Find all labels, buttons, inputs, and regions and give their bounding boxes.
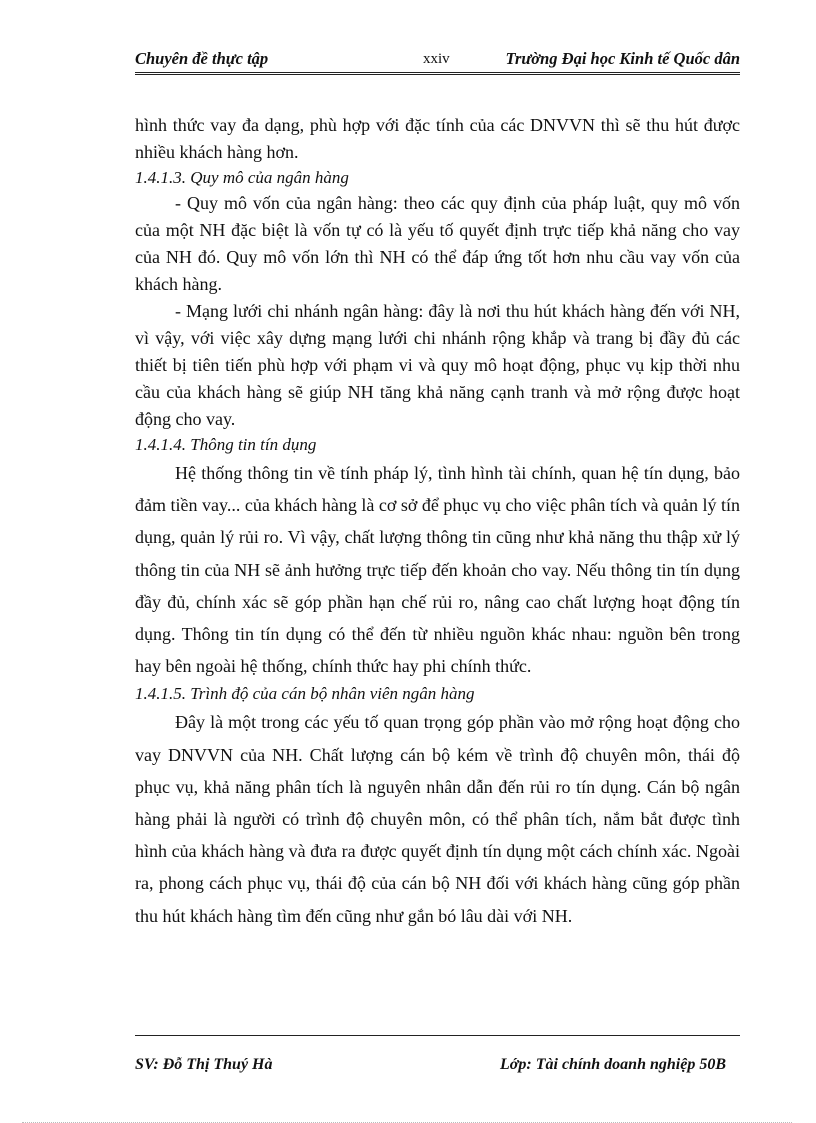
- section-heading: 1.4.1.3. Quy mô của ngân hàng: [135, 168, 349, 187]
- page-footer: [135, 1056, 740, 1078]
- section-heading: 1.4.1.4. Thông tin tín dụng: [135, 435, 317, 454]
- document-body: [135, 112, 740, 932]
- page-number: xxiv: [423, 51, 450, 67]
- footer-student: SV: Đỗ Thị Thuý Hà: [135, 1056, 273, 1073]
- body-paragraph: - Mạng lưới chi nhánh ngân hàng: đây là nơi thu hút khách hàng đến với NH, vì vậy, với việc xây dựng mạng lưới chi nhánh rộng khắp và trang bị đầy đủ các thiết bị tiên tiến phù hợp với phạm vi và quy mô hoạt động, phục vụ kịp thời nhu cầu của khách hàng sẽ giúp NH tăng khả năng cạnh tranh và mở rộng được hoạt động cho vay.: [135, 301, 740, 429]
- section-heading: 1.4.1.5. Trình độ của cán bộ nhân viên ngân hàng: [135, 684, 475, 704]
- body-paragraph: Đây là một trong các yếu tố quan trọng góp phần vào mở rộng hoạt động cho vay DNVVN của NH. Chất lượng cán bộ kém về trình độ chuyên môn, thái độ phục vụ, khả năng phân tích là nguyên nhân dẫn đến rủi ro tín dụng. Cán bộ ngân hàng phải là người có trình độ chuyên môn, có thể phân tích, nắm bắt được tình hình của khách hàng và đưa ra được quyết định tín dụng một cách chính xác. Ngoài ra, phong cách phục vụ, thái độ của cán bộ NH đối với khách hàng cũng góp phần thu hút khách hàng tìm đến cũng như gắn bó lâu dài với NH.: [135, 712, 740, 926]
- page-header: [135, 44, 740, 75]
- body-paragraph: - Quy mô vốn của ngân hàng: theo các quy định của pháp luật, quy mô vốn của một NH đặc biệt là vốn tự có là yếu tố quyết định trực tiếp khả năng cho vay của NH đó. Quy mô vốn lớn thì NH có thể đáp ứng tốt hơn nhu cầu vay vốn của khách hàng.: [135, 193, 740, 294]
- footer-divider: [135, 1035, 740, 1036]
- header-university: Trường Đại học Kinh tế Quốc dân: [505, 49, 740, 68]
- header-title: Chuyên đề thực tập: [135, 49, 269, 68]
- body-paragraph: Hệ thống thông tin về tính pháp lý, tình hình tài chính, quan hệ tín dụng, bảo đảm tiền vay... của khách hàng là cơ sở để phục vụ cho việc phân tích và quản lý tín dụng, quản lý rủi ro. Vì vậy, chất lượng thông tin cũng như khả năng thu thập xử lý thông tin của NH sẽ ảnh hưởng trực tiếp đến khoản cho vay. Nếu thông tin tín dụng đầy đủ, chính xác sẽ góp phần hạn chế rủi ro, nâng cao chất lượng hoạt động tín dụng. Thông tin tín dụng có thể đến từ nhiều nguồn khác nhau: nguồn bên trong hay bên ngoài hệ thống, chính thức hay phi chính thức.: [135, 463, 740, 677]
- body-paragraph: hình thức vay đa dạng, phù hợp với đặc tính của các DNVVN thì sẽ thu hút được nhiều khách hàng hơn.: [135, 115, 740, 162]
- footer-class: Lớp: Tài chính doanh nghiệp 50B: [500, 1056, 726, 1073]
